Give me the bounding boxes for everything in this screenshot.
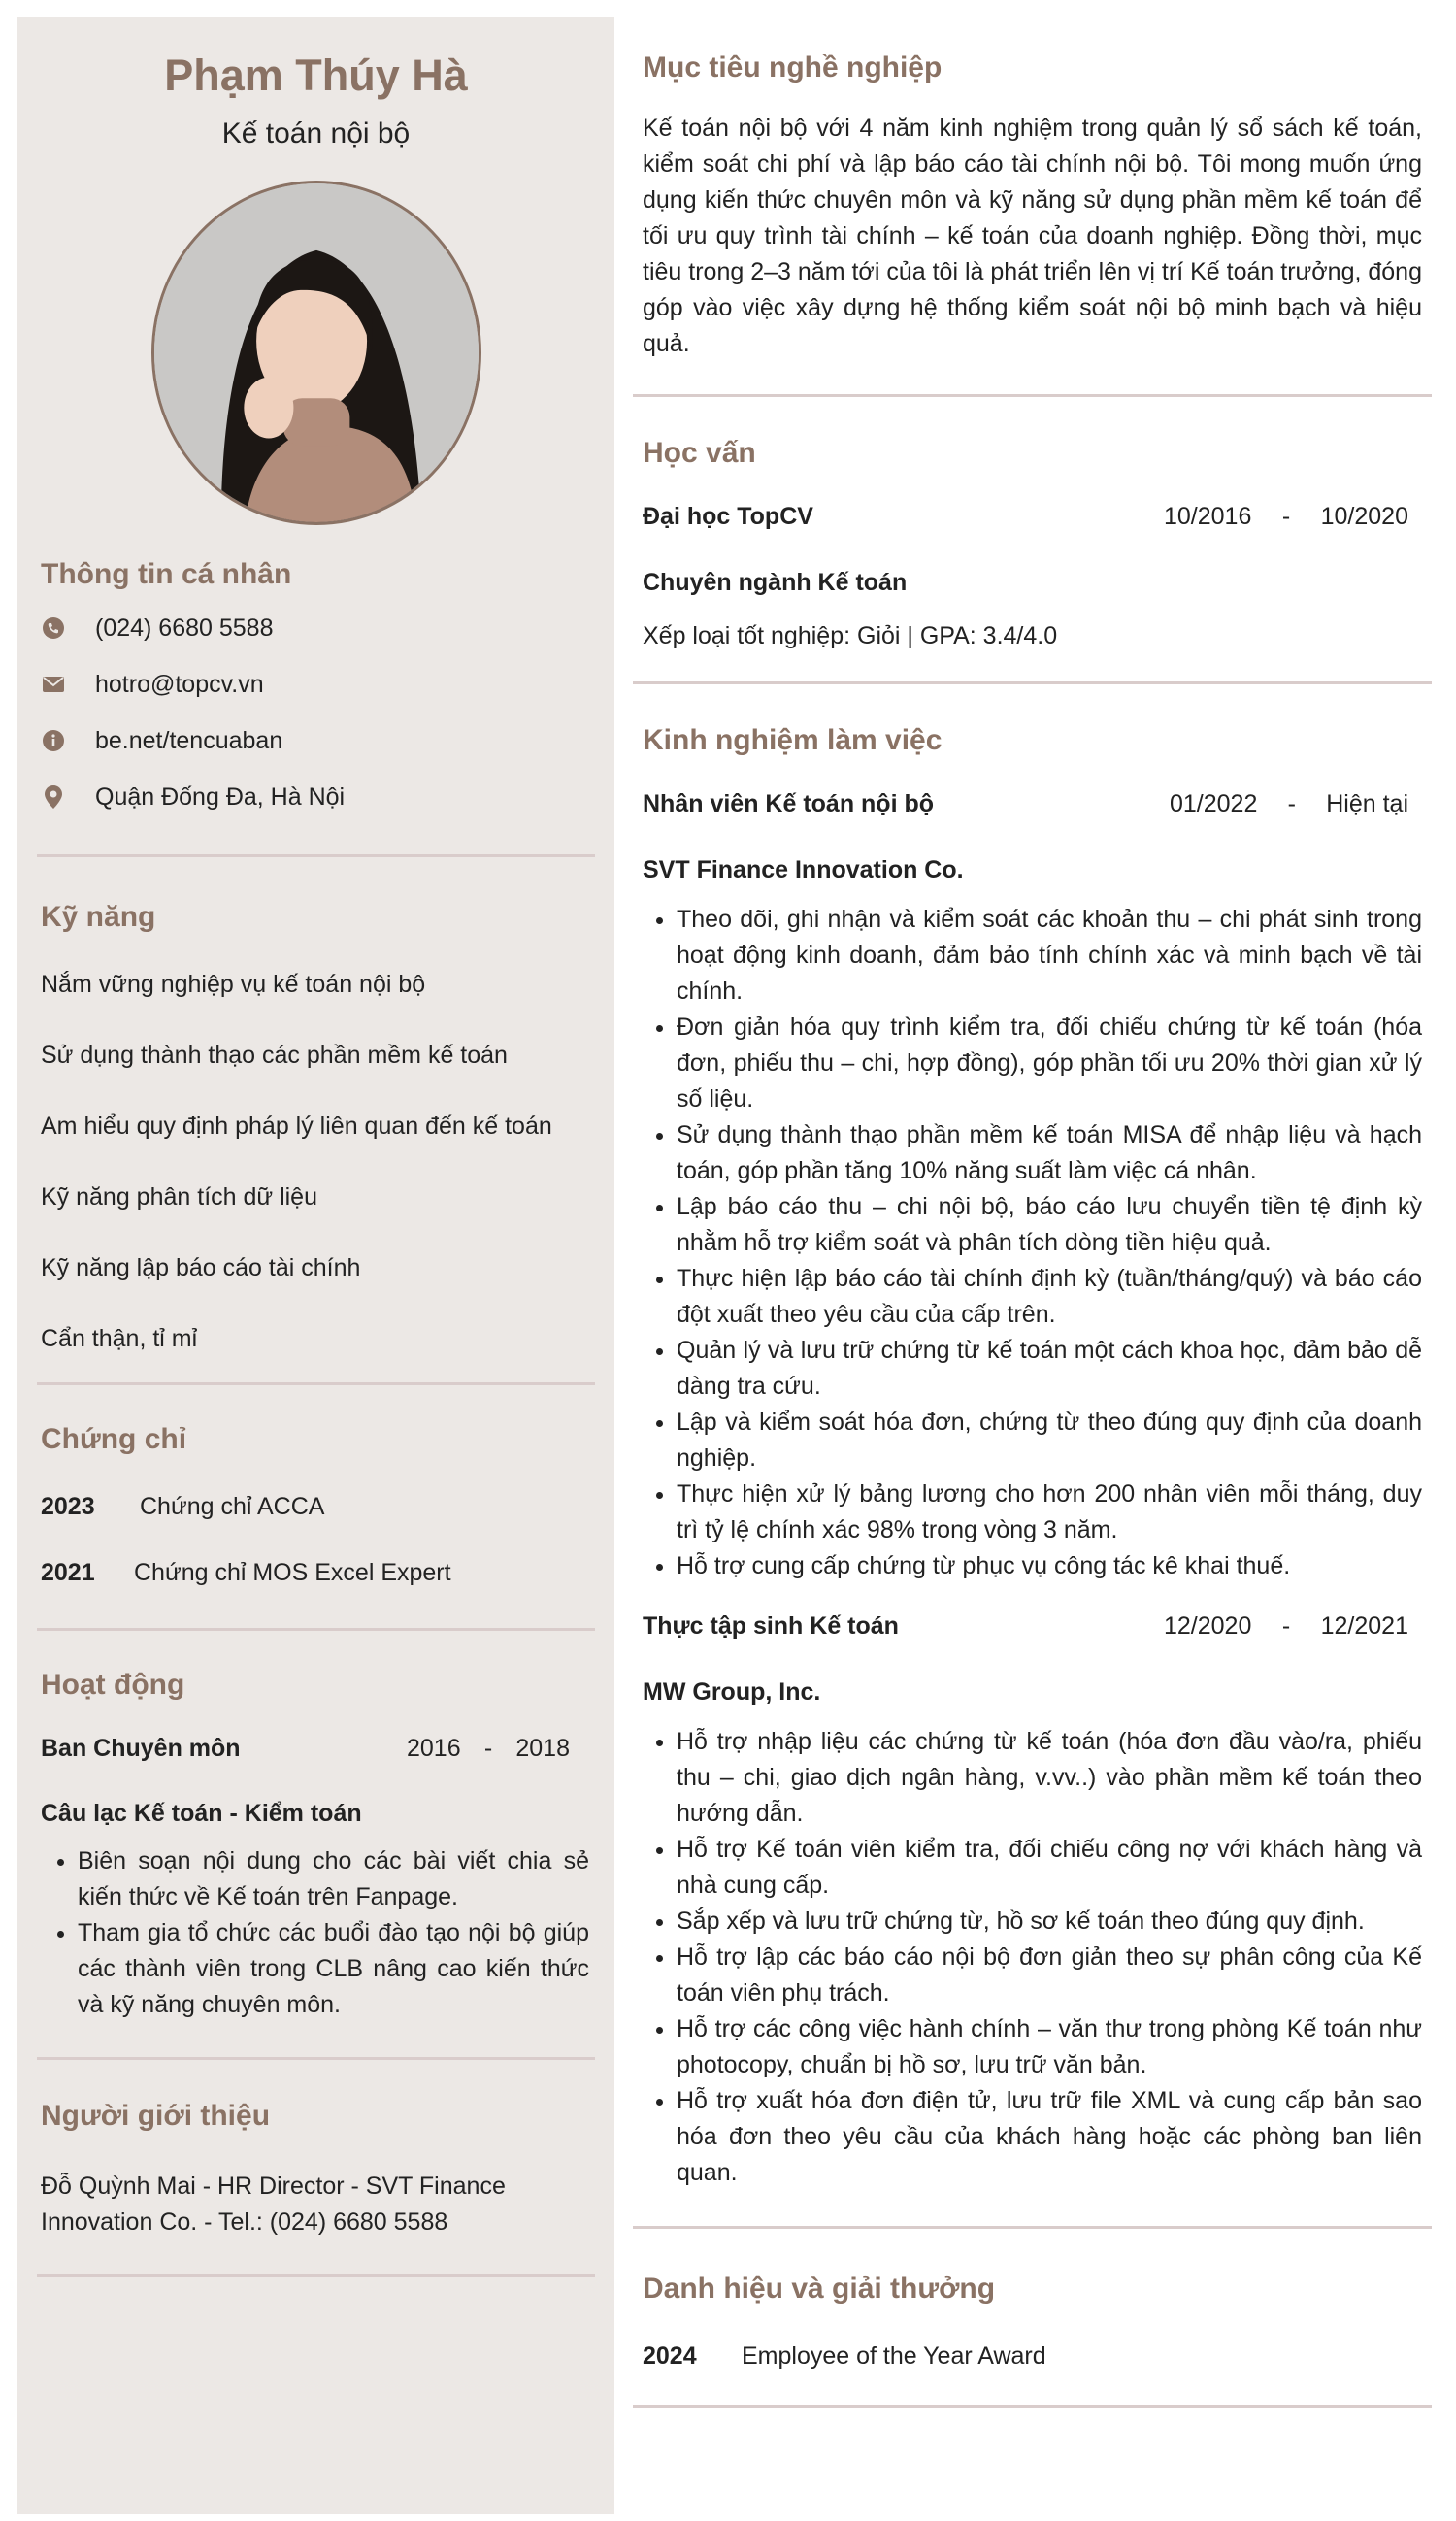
job-bullet: • Hỗ trợ nhập liệu các chứng từ kế toán (hóa đơn đầu vào/ra, phiếu thu – chi, giao dịch ngân hàng, v.vv..) vào phần mềm kế toán theo hướng dẫn. <box>677 1724 1422 1832</box>
date-separator: - <box>1281 1612 1291 1640</box>
education-heading: Học vấn <box>643 437 756 469</box>
job-end: 12/2021 <box>1320 1612 1408 1640</box>
job-start: 12/2020 <box>1164 1612 1252 1640</box>
job-bullet: • Sử dụng thành thạo phần mềm kế toán MISA để nhập liệu và hạch toán, góp phần tăng 10% năng suất làm việc cá nhân. <box>677 1117 1422 1189</box>
skill-item: Kỹ năng phân tích dữ liệu <box>41 1183 317 1211</box>
divider <box>37 854 595 857</box>
job-bullet: • Theo dõi, ghi nhận và kiểm soát các khoản thu – chi phát sinh trong hoạt động kinh doanh, đảm bảo tính chính xác và minh bạch về tài chính. <box>677 902 1422 1010</box>
job-title: Nhân viên Kế toán nội bộ <box>643 790 935 817</box>
experience-heading: Kinh nghiệm làm việc <box>643 724 943 756</box>
awards-heading: Danh hiệu và giải thưởng <box>643 2272 996 2305</box>
divider <box>37 1628 595 1631</box>
activities-heading: Hoạt động <box>41 1669 185 1701</box>
activities-section <box>37 1666 595 2023</box>
job-company: SVT Finance Innovation Co. <box>643 856 964 883</box>
certificate-name: Chứng chỉ ACCA <box>140 1493 325 1520</box>
divider <box>633 681 1432 684</box>
candidate-name: Phạm Thúy Hà <box>164 50 468 100</box>
sidebar <box>17 17 614 2514</box>
personal-info-heading: Thông tin cá nhân <box>41 558 292 590</box>
school-name: Đại học TopCV <box>643 503 813 530</box>
education-start: 10/2016 <box>1164 503 1252 530</box>
portrait-photo-icon <box>154 183 479 522</box>
job-start: 01/2022 <box>1170 790 1258 817</box>
education-major: Chuyên ngành Kế toán <box>643 569 908 596</box>
certificate-item <box>41 1556 591 1589</box>
activity-org: Câu lạc Kế toán - Kiểm toán <box>41 1800 362 1827</box>
certificate-item <box>41 1490 591 1523</box>
contact-address <box>41 769 591 825</box>
divider <box>633 2405 1432 2408</box>
job-bullet: • Lập và kiểm soát hóa đơn, chứng từ theo đúng quy định của doanh nghiệp. <box>677 1405 1422 1476</box>
job-title: Kế toán nội bộ <box>221 117 411 149</box>
awards-section <box>633 2270 1432 2372</box>
info-icon <box>41 728 66 753</box>
objective-section <box>633 49 1432 362</box>
job-bullet: • Sắp xếp và lưu trữ chứng từ, hồ sơ kế toán theo đúng quy định. <box>677 1904 1422 1940</box>
job-bullet: • Thực hiện lập báo cáo tài chính định kỳ (tuần/tháng/quý) và báo cáo đột xuất theo yêu cầu của cấp trên. <box>677 1261 1422 1333</box>
divider <box>37 2057 595 2060</box>
divider <box>633 2226 1432 2229</box>
date-separator: - <box>1281 503 1291 530</box>
skill-item: Cẩn thận, tỉ mỉ <box>41 1325 198 1352</box>
certificates-heading: Chứng chỉ <box>41 1423 187 1455</box>
reference-heading: Người giới thiệu <box>41 2100 271 2132</box>
job-bullet: • Hỗ trợ Kế toán viên kiểm tra, đối chiếu công nợ với khách hàng và nhà cung cấp. <box>677 1832 1422 1904</box>
activity-bullets <box>41 1843 591 2023</box>
job-bullet: • Hỗ trợ các công việc hành chính – văn thư trong phòng Kế toán như photocopy, chuẩn bị hồ sơ, lưu trữ văn bản. <box>677 2011 1422 2083</box>
certificates-section <box>37 1420 595 1589</box>
activity-end: 2018 <box>515 1735 570 1762</box>
address-text: Quận Đống Đa, Hà Nội <box>95 782 346 811</box>
activity-dates <box>407 1732 570 1765</box>
certificate-year: 2021 <box>41 1559 95 1586</box>
website-text: be.net/tencuaban <box>95 726 283 754</box>
job-end: Hiện tại <box>1326 790 1408 817</box>
job-dates <box>1164 1609 1408 1642</box>
award-name: Employee of the Year Award <box>742 2342 1046 2370</box>
job-bullet: • Lập báo cáo thu – chi nội bộ, báo cáo lưu chuyển tiền tệ định kỳ nhằm hỗ trợ kiểm soát và phân tích dòng tiền hiệu quả. <box>677 1189 1422 1261</box>
job-bullets <box>643 1724 1422 2191</box>
divider <box>633 394 1432 397</box>
skill-item: Nắm vững nghiệp vụ kế toán nội bộ <box>41 971 426 998</box>
objective-heading: Mục tiêu nghề nghiệp <box>643 51 943 83</box>
divider <box>37 2274 595 2277</box>
skills-heading: Kỹ năng <box>41 901 156 933</box>
certificate-year: 2023 <box>41 1493 95 1520</box>
job-dates <box>1170 787 1408 820</box>
job-bullets <box>643 902 1422 1584</box>
experience-section <box>633 721 1432 2191</box>
divider <box>37 1382 595 1385</box>
phone-icon <box>41 615 66 641</box>
activity-start: 2016 <box>407 1735 461 1762</box>
main-content <box>633 17 1432 2408</box>
date-separator: - <box>1287 790 1296 817</box>
email-text: hotro@topcv.vn <box>95 670 264 698</box>
contact-website <box>41 713 591 769</box>
job-bullet: • Đơn giản hóa quy trình kiểm tra, đối chiếu chứng từ kế toán (hóa đơn, phiếu thu – chi, hợp đồng), góp phần tối ưu 20% thời gian xử lý số liệu. <box>677 1010 1422 1117</box>
contact-phone <box>41 600 591 656</box>
job-company: MW Group, Inc. <box>643 1678 821 1706</box>
award-item <box>643 2339 1422 2372</box>
activity-role: Ban Chuyên môn <box>41 1735 241 1762</box>
award-year: 2024 <box>643 2342 697 2370</box>
skill-item: Kỹ năng lập báo cáo tài chính <box>41 1254 361 1281</box>
reference-section <box>37 2097 595 2240</box>
date-separator: - <box>483 1735 493 1762</box>
education-header <box>643 500 1422 533</box>
education-end: 10/2020 <box>1320 503 1408 530</box>
personal-info-section <box>37 555 595 825</box>
education-dates <box>1164 500 1408 533</box>
skills-section <box>37 898 595 1355</box>
email-icon <box>41 672 66 697</box>
avatar <box>151 181 481 525</box>
skill-item: Am hiểu quy định pháp lý liên quan đến kế toán <box>41 1112 552 1140</box>
phone-text: (024) 6680 5588 <box>95 614 274 642</box>
job-bullet: • Hỗ trợ cung cấp chứng từ phục vụ công tác kê khai thuế. <box>677 1548 1422 1584</box>
location-icon <box>41 784 66 810</box>
job-header <box>643 787 1422 820</box>
job-header <box>643 1609 1422 1642</box>
skill-item: Sử dụng thành thạo các phần mềm kế toán <box>41 1042 508 1069</box>
job-bullet: • Hỗ trợ lập các báo cáo nội bộ đơn giản theo sự phân công của Kế toán viên phụ trách. <box>677 1940 1422 2011</box>
certificate-name: Chứng chỉ MOS Excel Expert <box>134 1559 451 1586</box>
reference-text: Đỗ Quỳnh Mai - HR Director - SVT Finance Innovation Co. - Tel.: (024) 6680 5588 <box>41 2173 506 2236</box>
education-section <box>633 434 1432 652</box>
education-detail: Xếp loại tốt nghiệp: Giỏi | GPA: 3.4/4.0 <box>643 622 1058 649</box>
job-bullet: • Thực hiện xử lý bảng lương cho hơn 200 nhân viên mỗi tháng, duy trì tỷ lệ chính xác 98% trong vòng 3 năm. <box>677 1476 1422 1548</box>
job-bullet: • Quản lý và lưu trữ chứng từ kế toán một cách khoa học, đảm bảo dễ dàng tra cứu. <box>677 1333 1422 1405</box>
objective-text: Kế toán nội bộ với 4 năm kinh nghiệm trong quản lý sổ sách kế toán, kiểm soát chi phí và lập báo cáo tài chính nội bộ. Tôi mong muốn ứng dụng kiến thức chuyên môn và kỹ năng sử dụng phần mềm kế toán để tối ưu quy trình tài chính – kế toán của doanh nghiệp. Đồng thời, mục tiêu trong 2–3 năm tới của tôi là phát triển lên vị trí Kế toán trưởng, đóng góp vào việc xây dựng hệ thống kiểm soát nội bộ minh bạch và hiệu quả. <box>643 115 1422 357</box>
job-bullet: • Hỗ trợ xuất hóa đơn điện tử, lưu trữ file XML và cung cấp bản sao hóa đơn theo yêu cầu của khách hàng hoặc các phòng ban liên quan. <box>677 2083 1422 2191</box>
activity-bullet: • Biên soạn nội dung cho các bài viết chia sẻ kiến thức về Kế toán trên Fanpage. <box>78 1843 589 1915</box>
activity-header <box>41 1732 591 1765</box>
contact-email <box>41 656 591 713</box>
job-title: Thực tập sinh Kế toán <box>643 1612 899 1640</box>
activity-bullet: • Tham gia tổ chức các buổi đào tạo nội bộ giúp các thành viên trong CLB nâng cao kiến thức và kỹ năng chuyên môn. <box>78 1915 589 2023</box>
